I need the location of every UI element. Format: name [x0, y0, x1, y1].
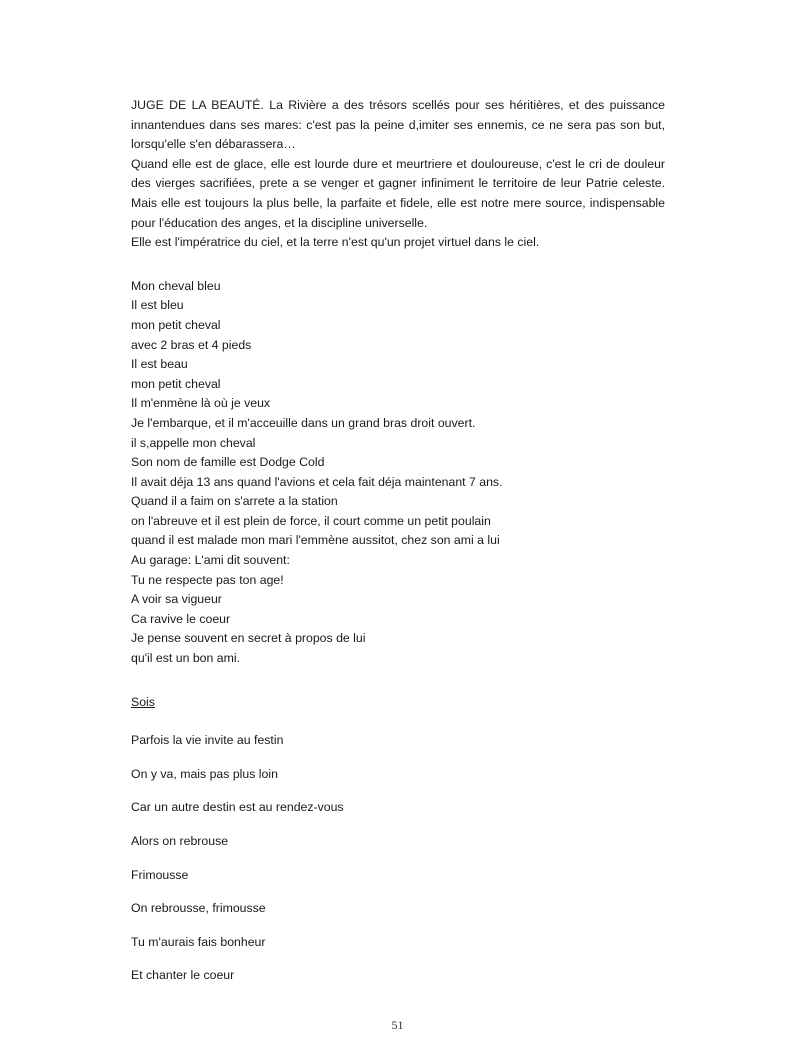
document-body [131, 96, 665, 1000]
paragraph-2: Quand elle est de glace, elle est lourde dure et meurtriere et douloureuse, c'est le cri de douleur des vierges sacrifiées, prete a se venger et gagner infiniment le territoire de leur Patrie celeste. Mais elle est toujours la plus belle, la parfaite et fidele, elle est notre mere source, indispensable pour l'éducation des anges, et la discipline universelle. [131, 156, 665, 230]
section-title: Sois [131, 694, 155, 709]
stanza-line: Car un autre destin est au rendez-vous [131, 800, 344, 815]
poem-line: Il est beau [131, 357, 188, 372]
poem-line: avec 2 bras et 4 pieds [131, 337, 252, 352]
poem-line: A voir sa vigueur [131, 592, 222, 607]
poem-line: Au garage: L'ami dit souvent: [131, 553, 290, 568]
stanza-line: Et chanter le coeur [131, 968, 235, 983]
poem-line: Tu ne respecte pas ton age! [131, 572, 284, 587]
poem-line: Il m'enmène là où je veux [131, 396, 271, 411]
paragraph-3: Elle est l'impératrice du ciel, et la terre n'est qu'un projet virtuel dans le ciel. [131, 235, 540, 250]
poem-line: Son nom de famille est Dodge Cold [131, 455, 325, 470]
poem-line: mon petit cheval [131, 376, 221, 391]
poem-line: on l'abreuve et il est plein de force, il court comme un petit poulain [131, 513, 491, 528]
poem-line: Je l'embarque, et il m'acceuille dans un grand bras droit ouvert. [131, 415, 476, 430]
paragraph-1: JUGE DE LA BEAUTÉ. La Rivière a des trésors scellés pour ses héritières, et des puissance innantendues dans ses mares: c'est pas la peine d,imiter ses ennemis, ce ne sera pas son but, lorsqu'elle s'en débarassera… [131, 98, 665, 152]
spacer-after-section-title [131, 712, 665, 731]
stanza-line: Frimousse [131, 867, 189, 882]
stanza-line: Parfois la vie invite au festin [131, 733, 284, 748]
poem-line: mon petit cheval [131, 317, 221, 332]
stanza-line: On rebrousse, frimousse [131, 901, 266, 916]
poem-line: Quand il a faim on s'arrete a la station [131, 494, 338, 509]
poem-line: Ca ravive le coeur [131, 611, 231, 626]
stanza-line: On y va, mais pas plus loin [131, 766, 278, 781]
poem-line: Il est bleu [131, 298, 184, 313]
poem-block [131, 277, 665, 669]
spacer-before-section [131, 669, 665, 693]
page-number: 51 [391, 1018, 404, 1032]
poem-line: Il avait déja 13 ans quand l'avions et cela fait déja maintenant 7 ans. [131, 474, 503, 489]
stanza-line: Alors on rebrouse [131, 834, 229, 848]
poem-line: il s,appelle mon cheval [131, 435, 256, 450]
poem-line: qu'il est un bon ami. [131, 651, 240, 666]
poem-line: quand il est malade mon mari l'emmène aussitot, chez son ami a lui [131, 533, 500, 548]
stanza-line: Tu m'aurais fais bonheur [131, 934, 266, 949]
poem-line: Je pense souvent en secret à propos de lui [131, 631, 366, 646]
spacer-after-prose [131, 253, 665, 277]
section-lines [131, 731, 665, 986]
poem-line: Mon cheval bleu [131, 278, 221, 293]
